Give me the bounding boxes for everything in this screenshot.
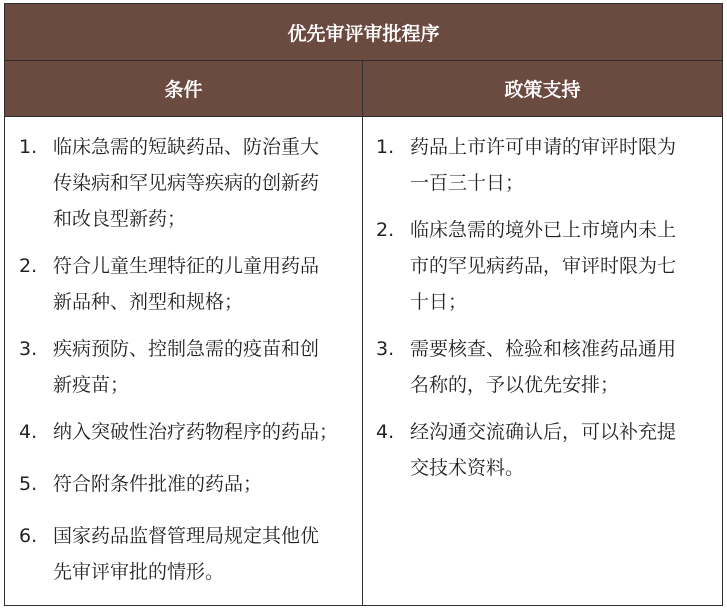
column-divider	[362, 61, 363, 605]
list-item	[19, 466, 362, 502]
item-line: 符合附条件批准的药品；	[53, 473, 263, 495]
item-text	[410, 331, 716, 403]
item-number: 3.	[376, 338, 395, 360]
item-line: 新品种、剂型和规格；	[53, 291, 244, 313]
item-line: 传染病和罕见病等疾病的创新药	[53, 172, 320, 194]
item-number: 2.	[376, 219, 395, 241]
item-line: 十日；	[410, 291, 468, 313]
table-title: 优先审评审批程序	[5, 4, 722, 61]
item-number: 2.	[19, 255, 38, 277]
conditions-column	[19, 129, 362, 590]
item-text	[410, 129, 716, 201]
list-item	[376, 414, 716, 486]
item-line: 一百三十日；	[410, 172, 525, 194]
item-line: 和改良型新药；	[53, 208, 187, 230]
item-number: 3.	[19, 338, 38, 360]
item-text	[53, 466, 362, 502]
item-number: 5.	[19, 473, 38, 495]
item-line: 药品上市许可申请的审评时限为	[410, 136, 677, 158]
item-line: 疾病预防、控制急需的疫苗和创	[53, 338, 320, 360]
header-conditions: 条件	[164, 79, 203, 101]
list-item	[376, 331, 716, 403]
item-line: 交技术资料。	[410, 457, 525, 479]
list-item	[19, 129, 362, 237]
item-number: 6.	[19, 525, 38, 547]
item-line: 新疫苗；	[53, 374, 130, 396]
list-item	[376, 129, 716, 201]
item-number: 1.	[376, 136, 395, 158]
item-text	[53, 248, 362, 320]
header-row	[5, 61, 722, 117]
item-number: 4.	[19, 421, 38, 443]
list-item	[376, 212, 716, 320]
list-item	[19, 518, 362, 590]
item-line: 临床急需的短缺药品、防治重大	[53, 136, 320, 158]
item-number: 4.	[376, 421, 395, 443]
item-line: 符合儿童生理特征的儿童用药品	[53, 255, 320, 277]
item-text	[53, 129, 362, 237]
list-item	[19, 414, 362, 450]
item-number: 1.	[19, 136, 38, 158]
item-text	[410, 212, 716, 320]
item-text	[53, 414, 362, 450]
item-line: 需要核查、检验和核准药品通用	[410, 338, 677, 360]
item-text	[53, 331, 362, 403]
item-line: 临床急需的境外已上市境内未上	[410, 219, 677, 241]
item-text	[53, 518, 362, 590]
item-line: 经沟通交流确认后，可以补充提	[410, 421, 677, 443]
list-item	[19, 331, 362, 403]
policy-support-column	[376, 129, 716, 486]
list-item	[19, 248, 362, 320]
priority-review-table	[4, 3, 723, 606]
item-line: 纳入突破性治疗药物程序的药品；	[53, 421, 339, 443]
item-line: 国家药品监督管理局规定其他优	[53, 525, 320, 547]
item-text	[410, 414, 716, 486]
header-policy-support: 政策支持	[504, 79, 581, 101]
item-line: 名称的，予以优先安排；	[410, 374, 620, 396]
item-line: 市的罕见病药品，审评时限为七	[410, 255, 677, 277]
item-line: 先审评审批的情形。	[53, 561, 225, 583]
